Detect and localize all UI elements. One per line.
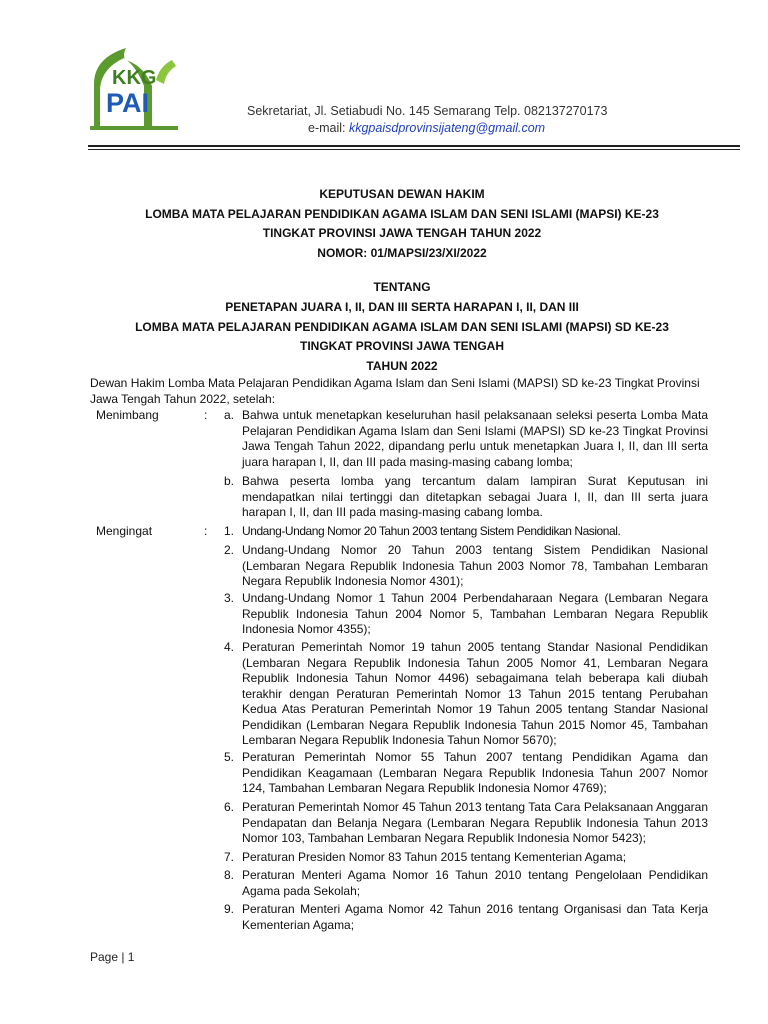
mengingat-item — [224, 640, 708, 749]
item-marker: 3. — [224, 591, 235, 605]
mengingat-item — [224, 750, 708, 797]
item-text: Peraturan Pemerintah Nomor 19 tahun 2005 tentang Standar Nasional Pendidikan (Lembaran Negara Republik Indonesia Tahun 2005 Nomor 41, Lembaran Negara Republik Indonesia Tahun Nomor 4496) sebagaimana telah beberapa kali diubah terakhir dengan Peraturan Pemerintah Nomor 13 Tahun 2015 tentang Perubahan Kedua Atas Peraturan Pemerintah Nomor 19 Tahun 2005 tentang Standar Nasional Pendidikan (Lembaran Negara Republik Indonesia Tahun 2015 Nomor 45, Tambahan Lembaran Negara Republik Indonesia Tahun Nomor 5670); — [242, 640, 708, 747]
subject-line-3: TINGKAT PROVINSI JAWA TENGAH — [299, 339, 504, 354]
opening-paragraph: Dewan Hakim Lomba Mata Pelajaran Pendidikan Agama Islam dan Seni Islami (MAPSI) SD ke-23 Tingkat Provinsi Jawa Tengah Tahun 2022, setelah: — [90, 376, 700, 406]
item-text: Bahwa peserta lomba yang tercantum dalam lampiran Surat Keputusan ini mendapatkan nilai tertinggi dan ditetapkan sebagai Juara I, II, dan III serta juara harapan I, II, dan III pada masing-masing cabang lomba. — [242, 474, 708, 519]
item-text: Peraturan Pemerintah Nomor 45 Tahun 2013 tentang Tata Cara Pelaksanaan Anggaran Pendapatan dan Belanja Negara (Lembaran Negara Republik Indonesia Tahun 2013 Nomor 103, Tambahan Lembaran Negara Republik Indonesia Nomor 5423); — [242, 800, 708, 845]
item-marker: 8. — [224, 868, 235, 882]
letterhead-email-line — [308, 121, 545, 135]
decree-title — [88, 185, 716, 376]
email-address[interactable]: kkgpaisdprovinsijateng@gmail.com — [348, 121, 546, 135]
email-label: e-mail: — [308, 121, 349, 135]
item-text: Peraturan Menteri Agama Nomor 16 Tahun 2010 tentang Pengelolaan Pendidikan Agama pada Sekolah; — [242, 868, 708, 898]
menimbang-item — [224, 474, 708, 521]
mengingat-item — [224, 591, 708, 638]
item-marker: 9. — [224, 902, 235, 916]
mengingat-item — [224, 524, 708, 540]
menimbang-item — [224, 408, 708, 470]
subject-line-1: PENETAPAN JUARA I, II, DAN III SERTA HARAPAN I, II, DAN III — [225, 299, 579, 314]
item-marker: a. — [224, 408, 235, 422]
title-line-1: KEPUTUSAN DEWAN HAKIM — [319, 187, 485, 201]
title-about: TENTANG — [373, 280, 431, 295]
title-line-2: LOMBA MATA PELAJARAN PENDIDIKAN AGAMA ISLAM DAN SENI ISLAMI (MAPSI) KE-23 — [145, 206, 659, 221]
menimbang-label: Menimbang — [96, 408, 159, 422]
item-marker: 6. — [224, 800, 235, 814]
subject-line-4: TAHUN 2022 — [366, 358, 438, 373]
item-marker: b. — [224, 474, 235, 488]
kkg-pai-logo — [86, 44, 180, 130]
letterhead-address: Sekretariat, Jl. Setiabudi No. 145 Semarang Telp. 082137270173 — [247, 104, 608, 118]
mengingat-item — [224, 850, 708, 866]
page-number: Page | 1 — [90, 950, 135, 964]
item-marker: 1. — [224, 524, 235, 538]
item-text: Bahwa untuk menetapkan keseluruhan hasil pelaksanaan seleksi peserta Lomba Mata Pelajaran Pendidikan Agama Islam dan Seni Islami (MAPSI) SD ke-23 Tingkat Provinsi Jawa Tengah Tahun 2022, dipandang perlu untuk menetapkan Juara I, II, dan III serta juara harapan I, II, dan III pada masing-masing cabang lomba; — [242, 408, 708, 469]
item-text: Peraturan Presiden Nomor 83 Tahun 2015 tentang Kementerian Agama; — [242, 850, 627, 864]
logo-text-kkg: KKG — [112, 67, 157, 89]
item-text: Peraturan Menteri Agama Nomor 42 Tahun 2016 tentang Organisasi dan Tata Kerja Kementerian Agama; — [242, 902, 708, 932]
mengingat-item — [224, 902, 708, 933]
mengingat-item — [224, 543, 708, 590]
item-marker: 7. — [224, 850, 235, 864]
mengingat-item — [224, 800, 708, 847]
item-marker: 5. — [224, 750, 235, 764]
item-marker: 2. — [224, 543, 235, 557]
subject-line-2: LOMBA MATA PELAJARAN PENDIDIKAN AGAMA ISLAM DAN SENI ISLAMI (MAPSI) SD KE-23 — [135, 319, 669, 334]
menimbang-colon: : — [204, 408, 208, 422]
mengingat-item — [224, 868, 708, 899]
item-text: Peraturan Pemerintah Nomor 55 Tahun 2007 tentang Pendidikan Agama dan Pendidikan Keagamaan (Lembaran Negara Republik Indonesia Tahun 2007 Nomor 124, Tambahan Lembaran Negara Republik Indonesia Nomor 4769); — [242, 750, 708, 795]
letterhead-rule-thin — [88, 149, 740, 150]
item-marker: 4. — [224, 640, 235, 654]
mengingat-colon: : — [204, 524, 208, 538]
mengingat-label: Mengingat — [96, 524, 153, 538]
item-text: Undang-Undang Nomor 20 Tahun 2003 tentang Sistem Pendidikan Nasional (Lembaran Negara Republik Indonesia Tahun 2003 Nomor 78, Tambahan Lembaran Negara Republik Indonesia Nomor 4301); — [242, 543, 708, 588]
logo-text-pai: PAI — [106, 88, 150, 118]
item-text: Undang-Undang Nomor 20 Tahun 2003 tentang Sistem Pendidikan Nasional. — [242, 524, 621, 538]
decree-number: NOMOR: 01/MAPSI/23/XI/2022 — [317, 245, 487, 260]
title-line-3: TINGKAT PROVINSI JAWA TENGAH TAHUN 2022 — [262, 226, 542, 241]
item-text: Undang-Undang Nomor 1 Tahun 2004 Perbendaharaan Negara (Lembaran Negara Republik Indonesia Tahun 2004 Nomor 5, Tambahan Lembaran Negara Republik Indonesia Nomor 4355); — [242, 591, 708, 636]
letterhead-rule-thick — [88, 145, 740, 147]
